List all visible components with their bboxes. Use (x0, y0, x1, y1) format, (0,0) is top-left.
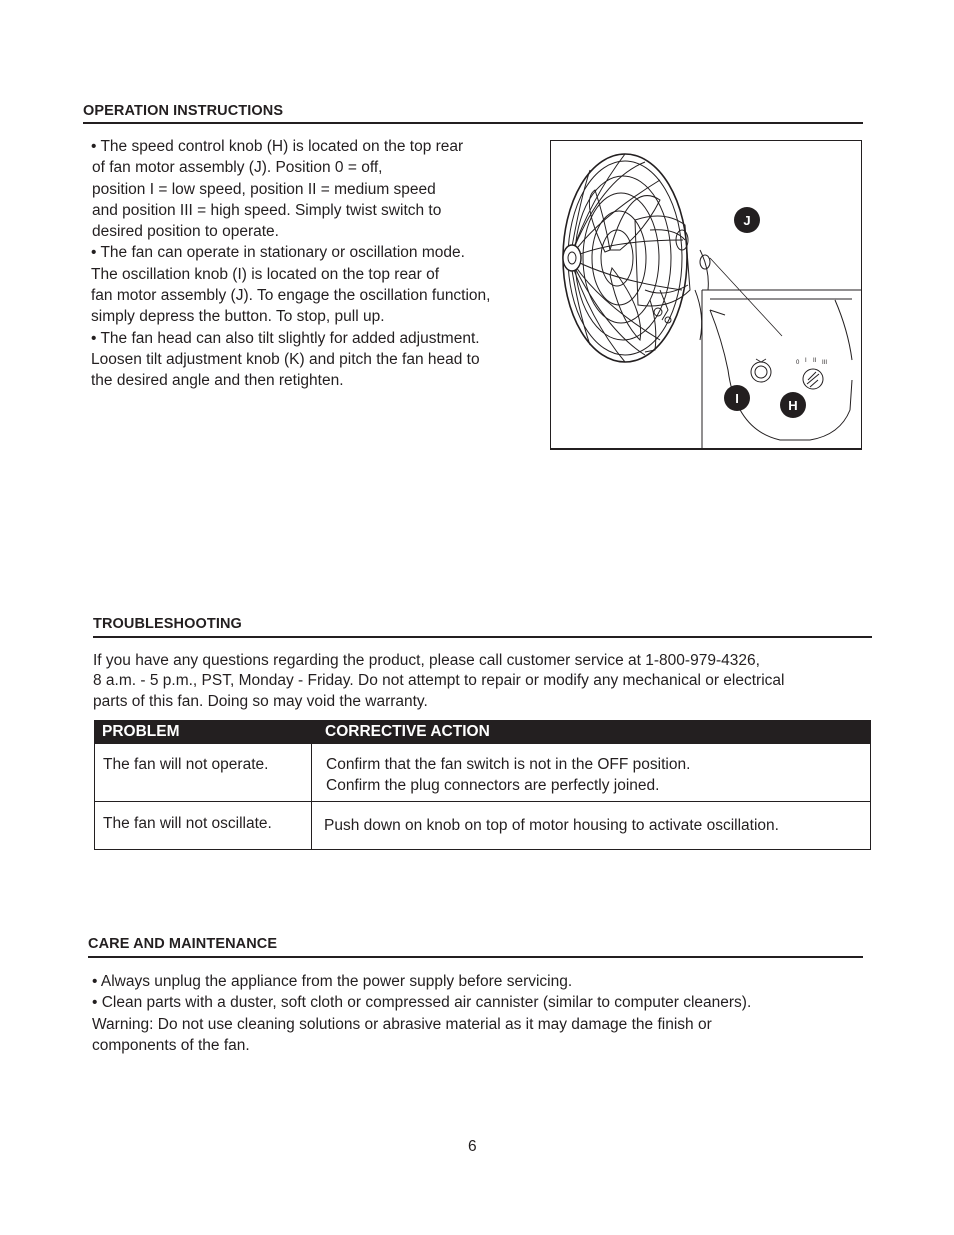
column-divider (311, 744, 312, 801)
page-number: 6 (468, 1138, 477, 1155)
fan-diagram (550, 140, 862, 450)
switch-mark-1: I (805, 358, 807, 364)
care-text (92, 971, 751, 1056)
callout-h-label: H (788, 398, 798, 413)
care-line: Warning: Do not use cleaning solutions or abrasive material as it may damage the finish or (92, 1015, 712, 1033)
operation-line: the desired angle and then retighten. (91, 372, 344, 390)
action-line: Confirm the plug connectors are perfectly joined. (326, 777, 660, 794)
oscillation-knob (751, 359, 771, 382)
troubleshooting-rule (93, 636, 872, 638)
operation-line: desired position to operate. (92, 223, 279, 241)
fan-illustration (550, 140, 862, 450)
switch-mark-0: 0 (796, 360, 800, 366)
operation-line: simply depress the button. To stop, pull up. (91, 308, 385, 326)
operation-line: of fan motor assembly (J). Position 0 = off, (92, 159, 383, 177)
operation-line: The oscillation knob (I) is located on the top rear of (91, 265, 440, 283)
switch-detail-inset (702, 290, 862, 449)
intro-line: parts of this fan. Doing so may void the warranty. (93, 692, 428, 710)
table-row (94, 802, 871, 850)
operation-line: and position III = high speed. Simply twist switch to (92, 201, 442, 219)
figure-border (551, 141, 862, 450)
action-cell (326, 754, 690, 796)
callout-i-label: I (735, 391, 739, 406)
operation-line: position I = low speed, position II = medium speed (92, 180, 436, 198)
operation-line: • The speed control knob (H) is located on the top rear (91, 138, 464, 155)
care-line: • Clean parts with a duster, soft cloth or compressed air cannister (similar to computer cleaners). (92, 994, 752, 1012)
intro-line: If you have any questions regarding the product, please call customer service at 1-800-979-4326, (93, 652, 760, 669)
troubleshooting-table (94, 720, 871, 850)
switch-mark-3: III (822, 360, 828, 366)
operation-text (91, 136, 490, 392)
troubleshooting-title: TROUBLESHOOTING (93, 616, 242, 632)
header-corrective-action: CORRECTIVE ACTION (325, 723, 490, 740)
operation-line: • The fan head can also tilt slightly for added adjustment. (91, 329, 480, 347)
switch-mark-2: II (813, 358, 817, 364)
table-header-row (94, 720, 871, 744)
problem-cell: The fan will not oscillate. (103, 815, 272, 832)
action-line: Confirm that the fan switch is not in the OFF position. (326, 756, 691, 773)
operation-line: Loosen tilt adjustment knob (K) and pitch the fan head to (91, 350, 480, 368)
troubleshooting-intro (93, 651, 784, 712)
care-rule (88, 956, 863, 958)
callout-j (734, 207, 760, 233)
leader-line (710, 258, 782, 336)
problem-cell: The fan will not operate. (103, 756, 269, 773)
care-line: • Always unplug the appliance from the power supply before servicing. (92, 973, 573, 990)
callout-h (780, 392, 806, 418)
action-cell: Push down on knob on top of motor housing to activate oscillation. (324, 817, 779, 834)
care-line: components of the fan. (92, 1036, 250, 1054)
care-title: CARE AND MAINTENANCE (88, 936, 278, 952)
operation-title: OPERATION INSTRUCTIONS (83, 103, 284, 119)
operation-rule (83, 122, 863, 124)
callout-i (724, 385, 750, 411)
speed-knob (803, 369, 823, 389)
operation-line: fan motor assembly (J). To engage the oscillation function, (91, 287, 491, 305)
fan-hub (563, 245, 581, 271)
operation-line: • The fan can operate in stationary or oscillation mode. (91, 244, 465, 262)
callout-j-label: J (743, 213, 751, 228)
header-problem: PROBLEM (102, 723, 180, 740)
intro-line: 8 a.m. - 5 p.m., PST, Monday - Friday. Do not attempt to repair or modify any mechanical or electrical (93, 672, 785, 690)
column-divider (311, 802, 312, 849)
table-row (94, 744, 871, 802)
